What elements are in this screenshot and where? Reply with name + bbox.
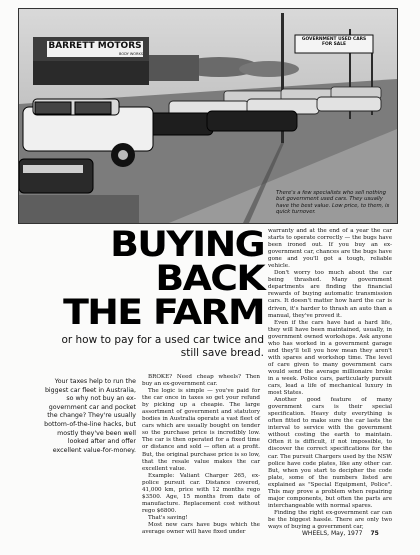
article-paragraph: BROKE? Need cheap wheels? Then buy an ex-government car.: [142, 374, 260, 388]
magazine-credit: WHEELS, May, 1977: [302, 530, 363, 537]
article-column-1: [142, 374, 260, 536]
article-paragraph: That's saving!: [148, 514, 188, 521]
dealer-subsign-text: BODY WORKS: [118, 52, 143, 56]
headline-line-2: BACK: [155, 259, 264, 299]
page-number: 75: [370, 530, 379, 537]
intro-standfirst: Your taxes help to run the biggest car fleet in Australia, so why not buy an ex-government car and pocket the change? They're usually bottom-of-the-line hacks, but mostly they've been well looked after and offer excellent value-for-money.: [44, 378, 136, 454]
used-car-sign: [297, 37, 371, 47]
article-paragraph: Example: Valiant Charger 265, ex-police pursuit car. Distance covered, 41,000 km, price with 12 months rego $3500. Age, 15 months from date of manufacture. Replacement cost without rego $6800.: [142, 472, 260, 514]
headline-line-3: THE FARM: [63, 293, 265, 333]
headline-block: [54, 225, 265, 359]
dealer-subsign: [47, 52, 143, 56]
article-column-2: [268, 228, 392, 531]
photo-caption: There's a few specialists who sell nothing but government used cars. They usually have the best value. Low price, to them, is quick turnover.: [276, 190, 390, 216]
dealer-sign-text: BARRETT MOTORS: [48, 41, 142, 51]
article-paragraph: Most new cars have bugs which the average owner will have fixed under: [142, 521, 260, 536]
article-paragraph: Another good feature of many government cars is their special specification. Heavy duty everything is often fitted to make sure the car lasts the interval to service with the government without costing the earth to maintain. Often it is difficult, if not impossible, to discover the correct specifications for the car. The pursuit Chargers used by the NSW police have code plates, like any other car. But, when you start to decipher the code plate, some of the numbers listed are explained as "Special Equipment, Police". This may prove a problem when repairing major components, but often the parts are interchangeable with normal spares.: [268, 397, 392, 509]
used-car-sign-text: GOVERNMENT USED CARS FOR SALE: [301, 37, 367, 47]
page-footer: [302, 530, 379, 537]
article-paragraph: Even if the cars have had a hard life, they will have been maintained, usually, in government owned workshops. Ask anyone who has worked in a government garage and they'll tell you how mean they aren't with spares and workshop time. The level of care given to many government cars would send the average millionaire broke in a week. Police cars, particularly pursuit cars, lead a life of mechanical luxury in most States.: [268, 319, 392, 397]
dealer-sign: [47, 42, 143, 51]
article-paragraph: Finding the right ex-government car can be the biggest hassle. There are only two ways of buying a government car,: [268, 509, 392, 530]
article-paragraph: Don't worry too much about the car being thrashed. Many government departments are finding the financial rewards of buying automatic transmission cars. It doesn't matter how hard the car is driven, it's harder to thrash an auto than a manual, they've proved it.: [268, 270, 392, 319]
article-paragraph: The logic is simple — you've paid for the car once in taxes so get your refund by picking up a cheapie. The large assortment of government and statutory bodies in Australia operate a vast fleet of cars which are usually bought on tender so the purchase price is incredibly low. The car is then operated for a fixed time or distance and sold — often at a profit. But, the original purchase price is so low, that the resale value makes the car excellent value.: [142, 388, 260, 472]
headline-line-1: BUYING: [110, 225, 264, 265]
subheadline: or how to pay for a used car twice and still save bread.: [61, 334, 264, 359]
article-paragraph: warranty and at the end of a year the car starts to operate correctly — the bugs have been ironed out. If you buy an ex-government car, chances are the bugs have gone and you'll got a tough, reliable vehicle.: [268, 228, 392, 270]
